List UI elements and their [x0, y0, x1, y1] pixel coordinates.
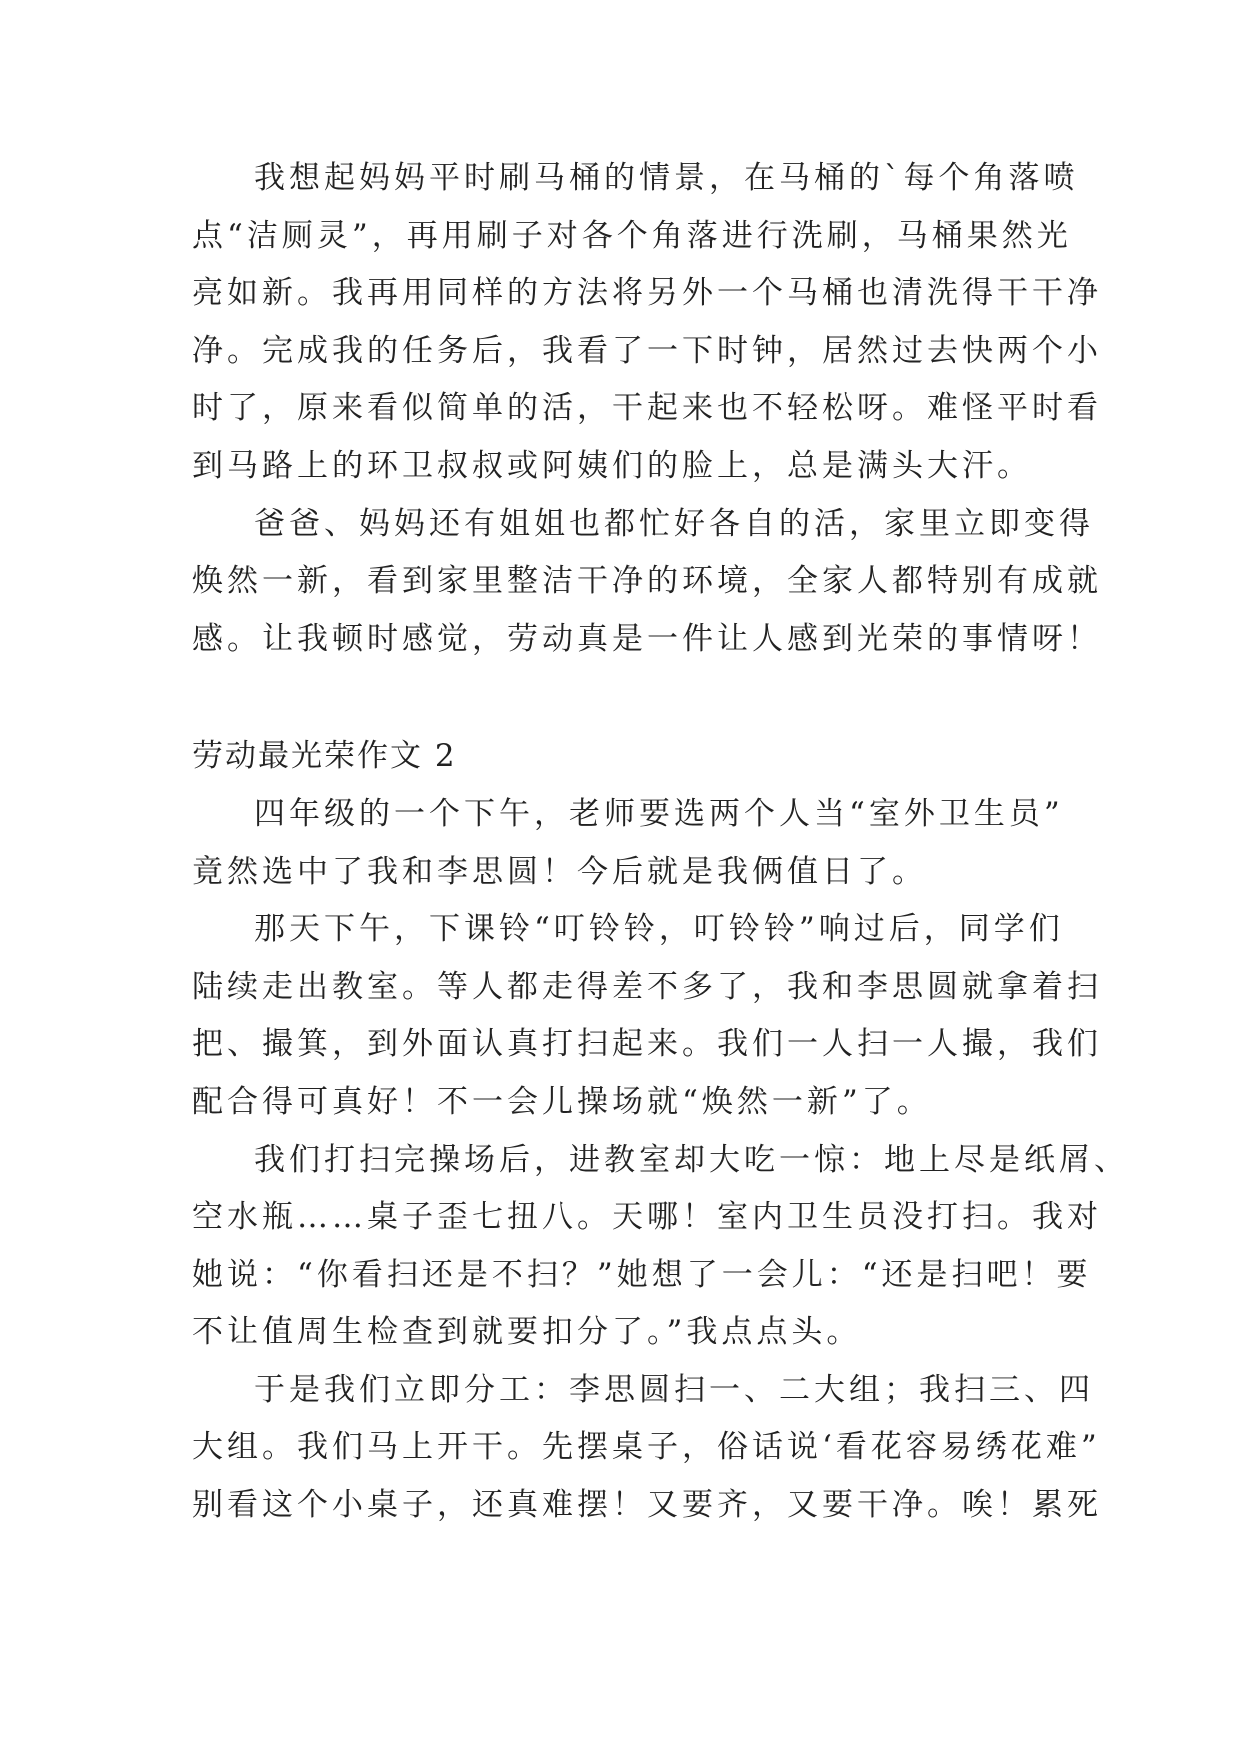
essay-heading: 劳动最光荣作文 2	[192, 738, 457, 775]
paragraph-line: 别看这个小桌子，还真难摆！又要齐，又要干净。唉！累死	[192, 1487, 1102, 1524]
paragraph-line: 点“洁厕灵”，再用刷子对各个角落进行洗刷，马桶果然光	[192, 217, 1072, 254]
paragraph-line: 不让值周生检查到就要扣分了。”我点点头。	[192, 1314, 862, 1351]
paragraph-line: 焕然一新，看到家里整洁干净的环境，全家人都特别有成就	[192, 563, 1102, 600]
paragraph-line: 时了，原来看似简单的活，干起来也不轻松呀。难怪平时看	[192, 390, 1102, 427]
paragraph-line: 我们打扫完操场后，进教室却大吃一惊：地上尽是纸屑、	[254, 1141, 1129, 1178]
document-page	[192, 150, 1129, 1535]
paragraph-line: 那天下午，下课铃“叮铃铃，叮铃铃”响过后，同学们	[254, 911, 1064, 948]
paragraph-line: 陆续走出教室。等人都走得差不多了，我和李思圆就拿着扫	[192, 968, 1102, 1005]
paragraph-line: 大组。我们马上开干。先摆桌子，俗话说‘看花容易绣花难”	[192, 1429, 1101, 1466]
paragraph-line: 到马路上的环卫叔叔或阿姨们的脸上，总是满头大汗。	[192, 447, 1032, 484]
paragraph-line: 配合得可真好！不一会儿操场就“焕然一新”了。	[192, 1083, 932, 1120]
paragraph-line: 她说：“你看扫还是不扫？”她想了一会儿：“还是扫吧！要	[192, 1256, 1092, 1293]
paragraph-line: 把、撮箕，到外面认真打扫起来。我们一人扫一人撮，我们	[192, 1026, 1102, 1063]
paragraph-line: 亮如新。我再用同样的方法将另外一个马桶也清洗得干干净	[192, 275, 1102, 312]
paragraph-line: 净。完成我的任务后，我看了一下时钟，居然过去快两个小	[192, 332, 1102, 369]
paragraph-line: 于是我们立即分工：李思圆扫一、二大组；我扫三、四	[254, 1371, 1094, 1408]
paragraph-line: 感。让我顿时感觉，劳动真是一件让人感到光荣的事情呀！	[192, 620, 1102, 657]
paragraph-line: 爸爸、妈妈还有姐姐也都忙好各自的活，家里立即变得	[254, 505, 1094, 542]
essay-part-1	[192, 150, 1102, 668]
paragraph-line: 四年级的一个下午，老师要选两个人当“室外卫生员”	[254, 795, 1064, 832]
paragraph-line: 我想起妈妈平时刷马桶的情景，在马桶的`每个角落喷	[254, 160, 1079, 196]
essay-part-2	[192, 786, 1129, 1535]
paragraph-line: 空水瓶……桌子歪七扭八。天哪！室内卫生员没打扫。我对	[192, 1199, 1102, 1236]
paragraph-line: 竟然选中了我和李思圆！今后就是我俩值日了。	[192, 853, 927, 890]
